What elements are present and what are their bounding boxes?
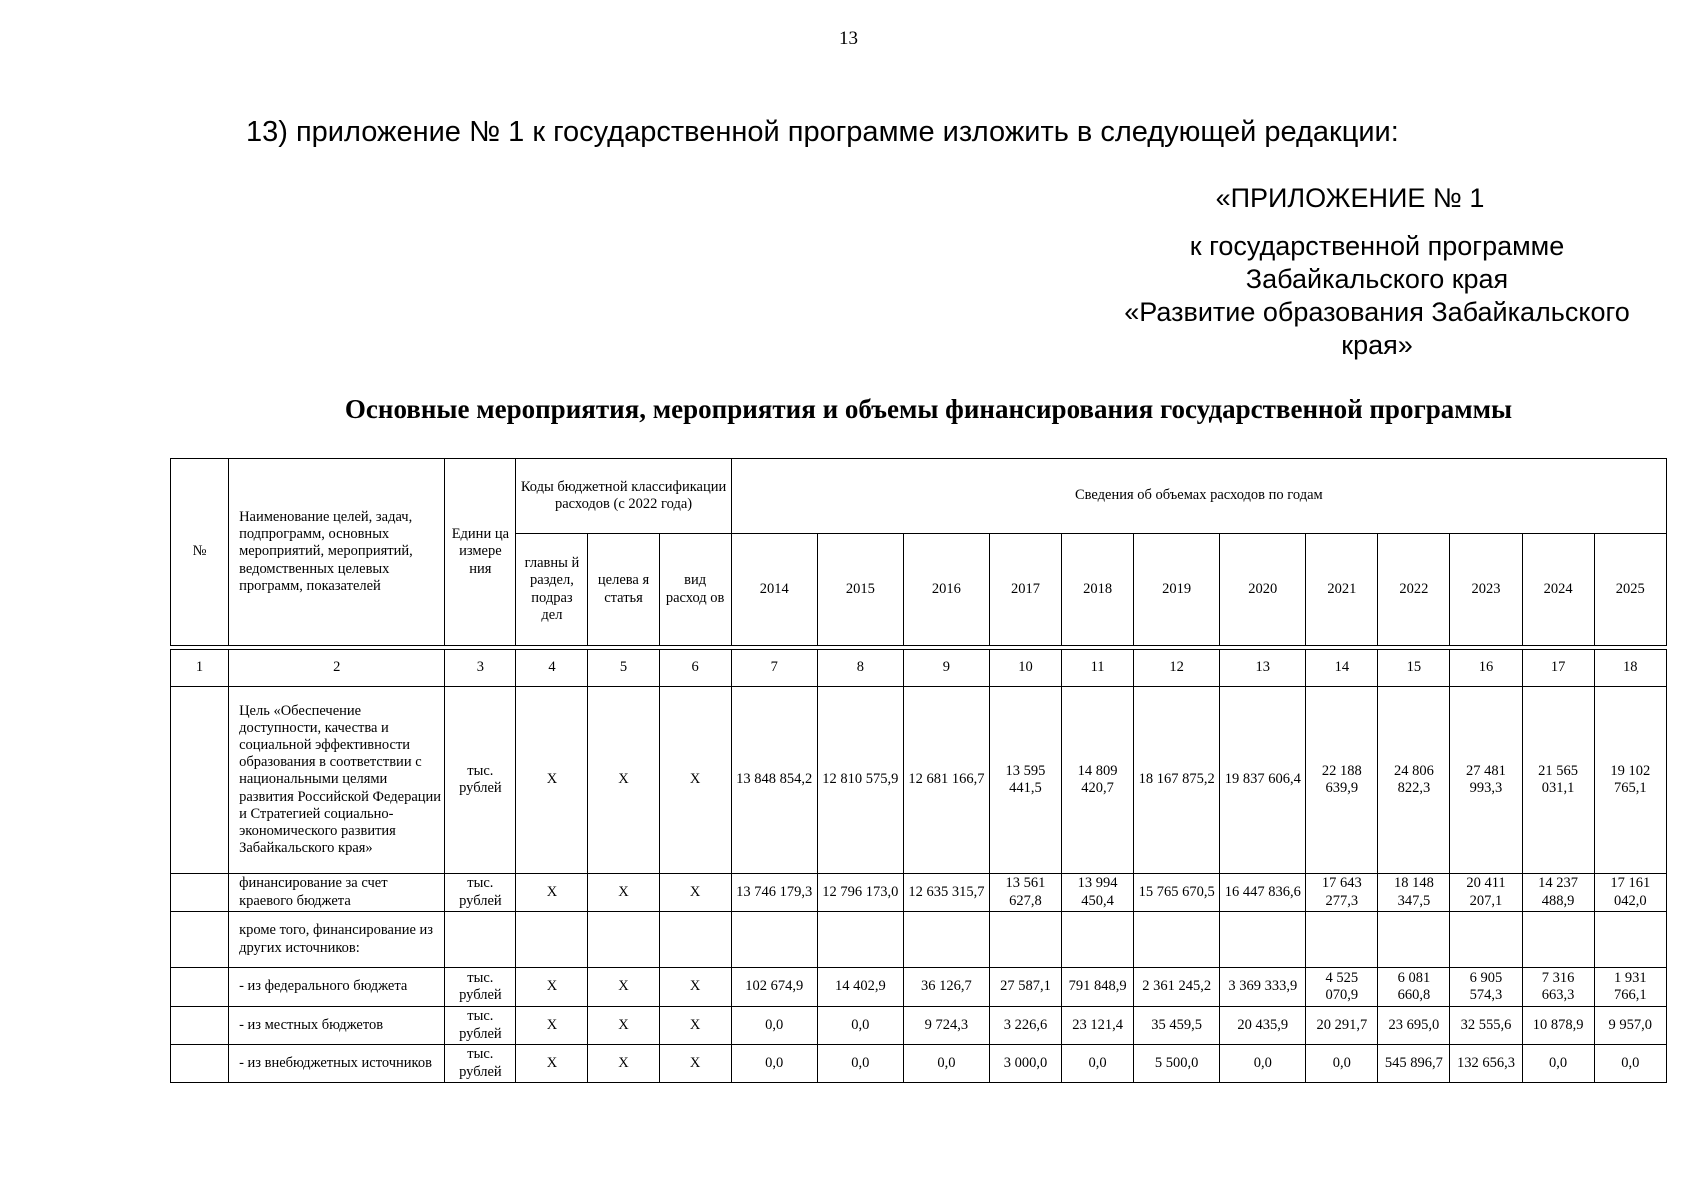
row-value: 15 765 670,5 — [1134, 874, 1220, 912]
row-value: 5 500,0 — [1134, 1045, 1220, 1083]
appendix-title: «ПРИЛОЖЕНИЕ № 1 — [1215, 183, 1485, 213]
row-value: 14 809 420,7 — [1062, 687, 1134, 874]
row-num — [171, 968, 229, 1007]
row-code-main — [516, 912, 588, 968]
column-number: 14 — [1306, 650, 1378, 687]
row-value — [731, 912, 817, 968]
row-value: 18 148 347,5 — [1378, 874, 1450, 912]
column-number: 11 — [1062, 650, 1134, 687]
column-number: 13 — [1220, 650, 1306, 687]
row-unit: тыс. рублей — [445, 968, 516, 1007]
row-value — [1306, 912, 1378, 968]
row-value: 18 167 875,2 — [1134, 687, 1220, 874]
row-code-target: X — [588, 1007, 659, 1045]
row-code-type — [659, 912, 731, 968]
column-number: 8 — [817, 650, 903, 687]
row-num — [171, 1045, 229, 1083]
row-value: 23 121,4 — [1062, 1007, 1134, 1045]
row-value: 20 411 207,1 — [1450, 874, 1522, 912]
row-name: - из внебюджетных источников — [229, 1045, 445, 1083]
row-num — [171, 874, 229, 912]
header-year: 2025 — [1594, 534, 1666, 646]
row-code-type: X — [659, 1045, 731, 1083]
row-value — [1134, 912, 1220, 968]
row-name: - из местных бюджетов — [229, 1007, 445, 1045]
row-value: 0,0 — [817, 1007, 903, 1045]
row-code-type: X — [659, 1007, 731, 1045]
header-code-type: вид расход ов — [659, 534, 731, 646]
row-value: 32 555,6 — [1450, 1007, 1522, 1045]
table-row — [171, 1045, 1667, 1083]
row-value: 3 369 333,9 — [1220, 968, 1306, 1007]
row-value: 20 291,7 — [1306, 1007, 1378, 1045]
row-name: - из федерального бюджета — [229, 968, 445, 1007]
header-name: Наименование целей, задач, подпрограмм, основных мероприятий, мероприятий, ведомственных целевых программ, показателей — [229, 459, 445, 646]
row-value: 13 848 854,2 — [731, 687, 817, 874]
row-value: 1 931 766,1 — [1594, 968, 1666, 1007]
column-number: 6 — [659, 650, 731, 687]
page-number: 13 — [839, 28, 858, 49]
header-year: 2019 — [1134, 534, 1220, 646]
row-value: 19 102 765,1 — [1594, 687, 1666, 874]
row-value — [1220, 912, 1306, 968]
row-num — [171, 1007, 229, 1045]
table-row — [171, 968, 1667, 1007]
row-value: 12 681 166,7 — [903, 687, 989, 874]
row-value: 791 848,9 — [1062, 968, 1134, 1007]
row-code-type: X — [659, 874, 731, 912]
row-value: 22 188 639,9 — [1306, 687, 1378, 874]
row-code-main: X — [516, 687, 588, 874]
row-value: 6 081 660,8 — [1378, 968, 1450, 1007]
row-code-target: X — [588, 687, 659, 874]
row-value: 27 587,1 — [989, 968, 1061, 1007]
row-unit: тыс. рублей — [445, 1045, 516, 1083]
row-value — [1062, 912, 1134, 968]
row-unit: тыс. рублей — [445, 1007, 516, 1045]
row-value — [903, 912, 989, 968]
header-year: 2023 — [1450, 534, 1522, 646]
table-title: Основные мероприятия, мероприятия и объемы финансирования государственной программы — [344, 394, 1513, 424]
column-number: 5 — [588, 650, 659, 687]
column-number: 4 — [516, 650, 588, 687]
row-value: 0,0 — [1522, 1045, 1594, 1083]
row-value — [1594, 912, 1666, 968]
table-body — [171, 459, 1667, 1083]
header-year: 2018 — [1062, 534, 1134, 646]
column-number: 15 — [1378, 650, 1450, 687]
header-unit: Едини ца измере ния — [445, 459, 516, 646]
row-value: 10 878,9 — [1522, 1007, 1594, 1045]
column-number: 3 — [445, 650, 516, 687]
row-value: 0,0 — [1062, 1045, 1134, 1083]
row-num — [171, 912, 229, 968]
column-number: 1 — [171, 650, 229, 687]
appendix-line: края» — [1341, 330, 1413, 360]
row-name: финансирование за счет краевого бюджета — [229, 874, 445, 912]
row-value: 12 635 315,7 — [903, 874, 989, 912]
row-value: 102 674,9 — [731, 968, 817, 1007]
header-year: 2015 — [817, 534, 903, 646]
row-value: 16 447 836,6 — [1220, 874, 1306, 912]
row-code-type: X — [659, 687, 731, 874]
row-value — [817, 912, 903, 968]
row-name: Цель «Обеспечение доступности, качества и социальной эффективности образования в соответствии с национальными целями развития Российской Федерации и Стратегией социально-экономического развития Забайкальского края» — [229, 687, 445, 874]
row-value: 7 316 663,3 — [1522, 968, 1594, 1007]
row-code-main: X — [516, 1045, 588, 1083]
appendix-line: к государственной программе — [1189, 231, 1565, 261]
table-row — [171, 687, 1667, 874]
table-row — [171, 874, 1667, 912]
header-row-1 — [171, 459, 1667, 534]
row-value: 36 126,7 — [903, 968, 989, 1007]
row-value: 3 000,0 — [989, 1045, 1061, 1083]
header-code-main: главны й раздел, подраз дел — [516, 534, 588, 646]
row-code-target: X — [588, 968, 659, 1007]
row-code-target: X — [588, 874, 659, 912]
row-value: 27 481 993,3 — [1450, 687, 1522, 874]
row-value: 20 435,9 — [1220, 1007, 1306, 1045]
row-value: 13 994 450,4 — [1062, 874, 1134, 912]
header-year: 2022 — [1378, 534, 1450, 646]
row-value: 13 746 179,3 — [731, 874, 817, 912]
row-value: 17 161 042,0 — [1594, 874, 1666, 912]
row-value: 12 810 575,9 — [817, 687, 903, 874]
row-unit — [445, 912, 516, 968]
appendix-line: «Развитие образования Забайкальского — [1124, 297, 1630, 327]
row-code-main: X — [516, 874, 588, 912]
row-unit: тыс. рублей — [445, 687, 516, 874]
row-value: 0,0 — [1306, 1045, 1378, 1083]
header-year: 2017 — [989, 534, 1061, 646]
row-value: 9 957,0 — [1594, 1007, 1666, 1045]
row-value: 2 361 245,2 — [1134, 968, 1220, 1007]
column-numbers-row — [171, 650, 1667, 687]
header-years-group: Сведения об объемах расходов по годам — [731, 459, 1666, 534]
row-code-type: X — [659, 968, 731, 1007]
header-year: 2016 — [903, 534, 989, 646]
row-value: 6 905 574,3 — [1450, 968, 1522, 1007]
row-value: 17 643 277,3 — [1306, 874, 1378, 912]
column-number: 7 — [731, 650, 817, 687]
row-value: 14 402,9 — [817, 968, 903, 1007]
table-row — [171, 912, 1667, 968]
column-number: 18 — [1594, 650, 1666, 687]
row-value: 24 806 822,3 — [1378, 687, 1450, 874]
row-value: 23 695,0 — [1378, 1007, 1450, 1045]
table-row — [171, 1007, 1667, 1045]
column-number: 2 — [229, 650, 445, 687]
column-number: 10 — [989, 650, 1061, 687]
column-number: 17 — [1522, 650, 1594, 687]
column-number: 12 — [1134, 650, 1220, 687]
header-year: 2021 — [1306, 534, 1378, 646]
header-code-target: целева я статья — [588, 534, 659, 646]
row-value: 545 896,7 — [1378, 1045, 1450, 1083]
row-value: 35 459,5 — [1134, 1007, 1220, 1045]
row-code-main: X — [516, 1007, 588, 1045]
row-code-main: X — [516, 968, 588, 1007]
row-num — [171, 687, 229, 874]
row-value — [989, 912, 1061, 968]
row-value: 0,0 — [731, 1007, 817, 1045]
row-value: 21 565 031,1 — [1522, 687, 1594, 874]
appendix-line: Забайкальского края — [1245, 264, 1509, 294]
row-value: 19 837 606,4 — [1220, 687, 1306, 874]
row-value: 12 796 173,0 — [817, 874, 903, 912]
header-year: 2020 — [1220, 534, 1306, 646]
intro-text: 13) приложение № 1 к государственной программе изложить в следующей редакции: — [246, 116, 1399, 148]
row-value: 0,0 — [1594, 1045, 1666, 1083]
row-value: 4 525 070,9 — [1306, 968, 1378, 1007]
row-unit: тыс. рублей — [445, 874, 516, 912]
row-value: 0,0 — [1220, 1045, 1306, 1083]
row-value: 0,0 — [903, 1045, 989, 1083]
row-value: 13 595 441,5 — [989, 687, 1061, 874]
financing-table — [170, 458, 1667, 1083]
header-codes-group: Коды бюджетной классификации расходов (с 2022 года) — [516, 459, 731, 534]
row-code-target — [588, 912, 659, 968]
row-code-target: X — [588, 1045, 659, 1083]
column-number: 9 — [903, 650, 989, 687]
row-value — [1378, 912, 1450, 968]
row-value — [1450, 912, 1522, 968]
row-value: 132 656,3 — [1450, 1045, 1522, 1083]
row-value: 14 237 488,9 — [1522, 874, 1594, 912]
header-year: 2014 — [731, 534, 817, 646]
column-number: 16 — [1450, 650, 1522, 687]
row-value: 13 561 627,8 — [989, 874, 1061, 912]
row-value: 0,0 — [817, 1045, 903, 1083]
appendix-subtitle — [1098, 230, 1656, 362]
row-value — [1522, 912, 1594, 968]
row-value: 0,0 — [731, 1045, 817, 1083]
header-year: 2024 — [1522, 534, 1594, 646]
row-value: 9 724,3 — [903, 1007, 989, 1045]
header-num: № — [171, 459, 229, 646]
row-name: кроме того, финансирование из других источников: — [229, 912, 445, 968]
row-value: 3 226,6 — [989, 1007, 1061, 1045]
